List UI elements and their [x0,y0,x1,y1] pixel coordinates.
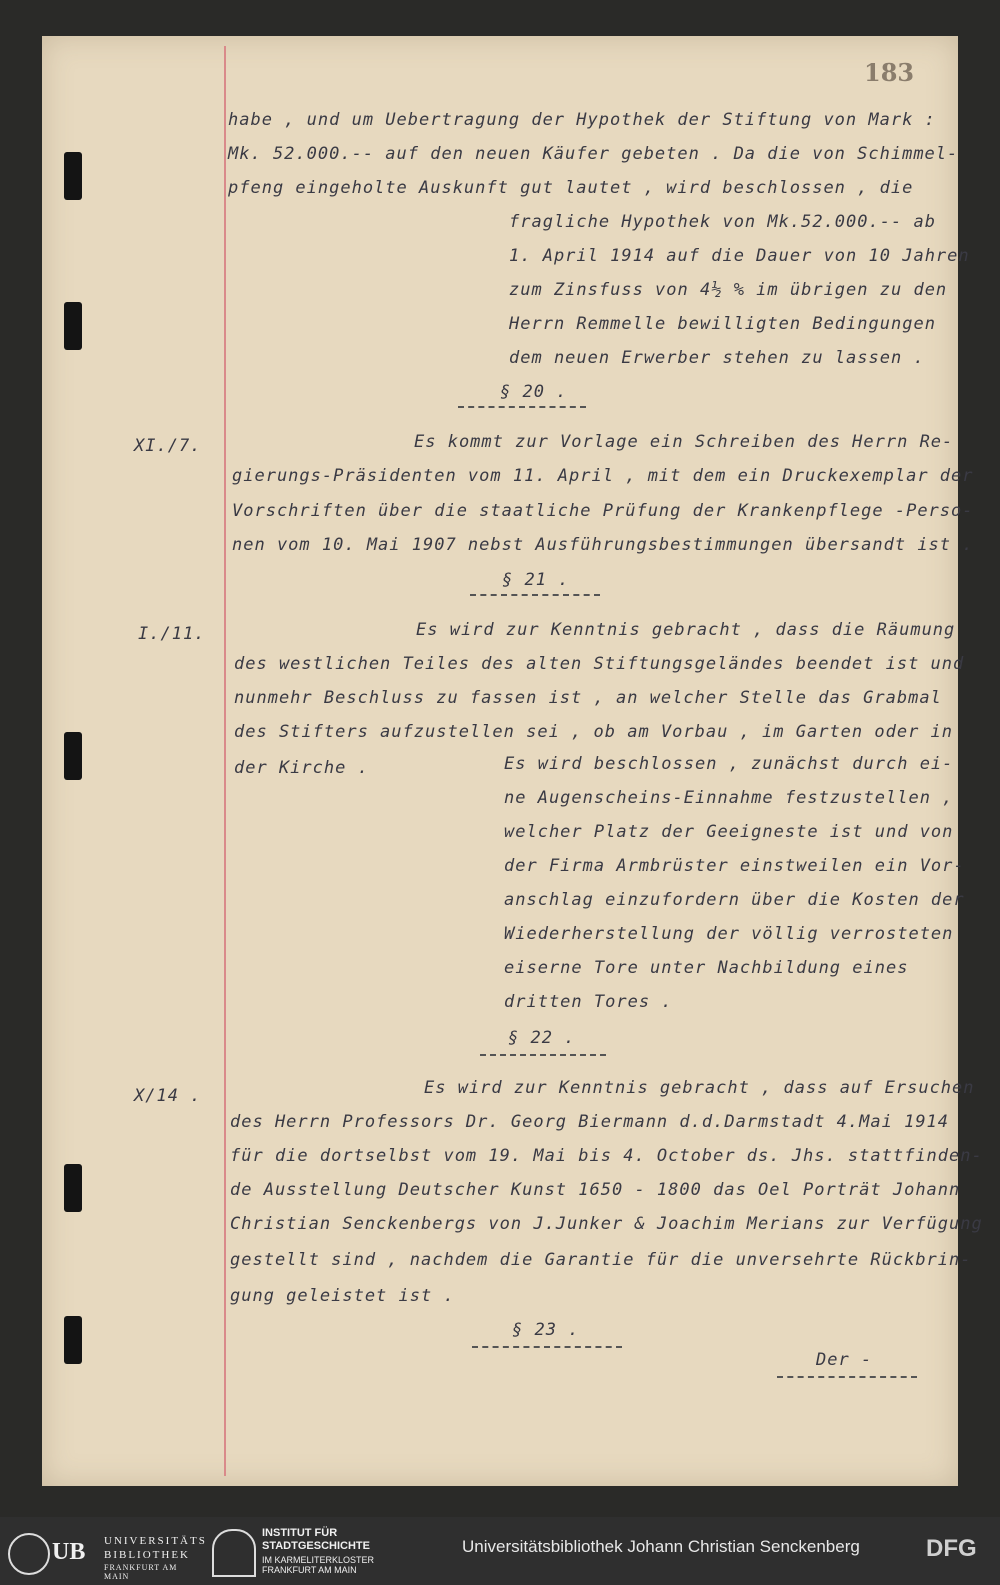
text-line: des Herrn Professors Dr. Georg Biermann d.d.Darmstadt 4.Mai 1914 [230,1112,950,1132]
text-line: pfeng eingeholte Auskunft gut lautet , wird beschlossen , die [228,178,914,198]
text-line: de Ausstellung Deutscher Kunst 1650 - 1800 das Oel Porträt Johann [230,1180,961,1200]
text-line: Herrn Remmelle bewilligten Bedingungen [509,314,936,334]
section-number: § 22 . [508,1028,576,1048]
footer-bar [0,1517,1000,1585]
section-rule [480,1054,606,1056]
inst-line3: IM KARMELITERKLOSTER [262,1555,375,1565]
section-rule [458,406,586,408]
ub-logo-text: UB [52,1539,86,1565]
inst-line1: INSTITUT FÜR [262,1527,338,1539]
inst-line4: FRANKFURT AM MAIN [262,1565,357,1575]
catchword: Der - [816,1350,873,1370]
text-line: nunmehr Beschluss zu fassen ist , an welcher Stelle das Grabmal [234,688,942,708]
dfg-logo[interactable]: DFG [926,1535,977,1562]
church-icon [212,1529,256,1577]
text-line: dritten Tores . [504,992,673,1012]
text-line: Es wird zur Kenntnis gebracht , dass auf Ersuchen [424,1078,975,1098]
ub-seal-icon [8,1533,50,1575]
document-page [42,36,983,1486]
margin-note: XI./7. [134,436,202,456]
inst-line2: STADTGESCHICHTE [262,1540,370,1552]
punch-hole [64,1164,82,1212]
text-line: 1. April 1914 auf die Dauer von 10 Jahren [509,246,970,266]
margin-note: X/14 . [134,1086,202,1106]
section-number: § 20 . [500,382,568,402]
text-line: des Stifters aufzustellen sei , ob am Vorbau , im Garten oder in [234,722,954,742]
ub-name2: BIBLIOTHEK [104,1549,190,1561]
text-line: gestellt sind , nachdem die Garantie für die unversehrte Rückbrin- [230,1250,972,1270]
margin-rule [224,46,226,1476]
section-number: § 21 . [502,570,570,590]
text-line: des westlichen Teiles des alten Stiftungsgeländes beendet ist und [234,654,965,674]
text-line: der Kirche . [234,758,369,778]
text-line: der Firma Armbrüster einstweilen ein Vor- [504,856,965,876]
text-line: ne Augenscheins-Einnahme festzustellen , [504,788,954,808]
ub-name: UNIVERSITÄTS [104,1535,207,1547]
margin-note: I./11. [138,624,206,644]
text-line: eiserne Tore unter Nachbildung eines [504,958,909,978]
section-number: § 23 . [512,1320,580,1340]
text-line: Es wird zur Kenntnis gebracht , dass die Räumung [416,620,956,640]
institute-logo[interactable] [212,1527,412,1577]
text-line: Vorschriften über die staatliche Prüfung der Krankenpflege -Perso- [232,501,974,521]
page-number: 183 [864,58,915,87]
text-line: gierungs-Präsidenten vom 11. April , mit dem ein Druckexemplar der [232,466,974,486]
text-line: Es kommt zur Vorlage ein Schreiben des Herrn Re- [414,432,954,452]
text-line: habe , und um Uebertragung der Hypothek der Stiftung von Mark : [228,110,936,130]
text-line: welcher Platz der Geeigneste ist und von [504,822,954,842]
punch-hole [64,152,82,200]
punch-hole [64,1316,82,1364]
punch-hole [64,732,82,780]
text-line: nen vom 10. Mai 1907 nebst Ausführungsbestimmungen übersandt ist . [232,535,974,555]
text-line: Mk. 52.000.-- auf den neuen Käufer gebeten . Da die von Schimmel- [228,144,959,164]
text-line: Wiederherstellung der völlig verrosteten [504,924,954,944]
text-line: Christian Senckenbergs von J.Junker & Joachim Merians zur Verfügung [230,1214,983,1234]
ub-city: FRANKFURT AM MAIN [104,1563,178,1581]
text-line: anschlag einzufordern über die Kosten der [504,890,965,910]
catchword-rule [777,1376,917,1378]
section-rule [470,594,600,596]
text-line: für die dortselbst vom 19. Mai bis 4. October ds. Jhs. stattfinden- [230,1146,983,1166]
text-line: dem neuen Erwerber stehen zu lassen . [509,348,925,368]
text-line: Es wird beschlossen , zunächst durch ei- [504,754,954,774]
text-line: zum Zinsfuss von 4½ % im übrigen zu den [509,280,948,300]
footer-title: Universitätsbibliothek Johann Christian Senckenberg [462,1537,860,1556]
punch-hole [64,302,82,350]
text-line: fragliche Hypothek von Mk.52.000.-- ab [509,212,936,232]
text-line: gung geleistet ist . [230,1286,455,1306]
ub-logo[interactable] [8,1529,207,1581]
section-rule [472,1346,622,1348]
